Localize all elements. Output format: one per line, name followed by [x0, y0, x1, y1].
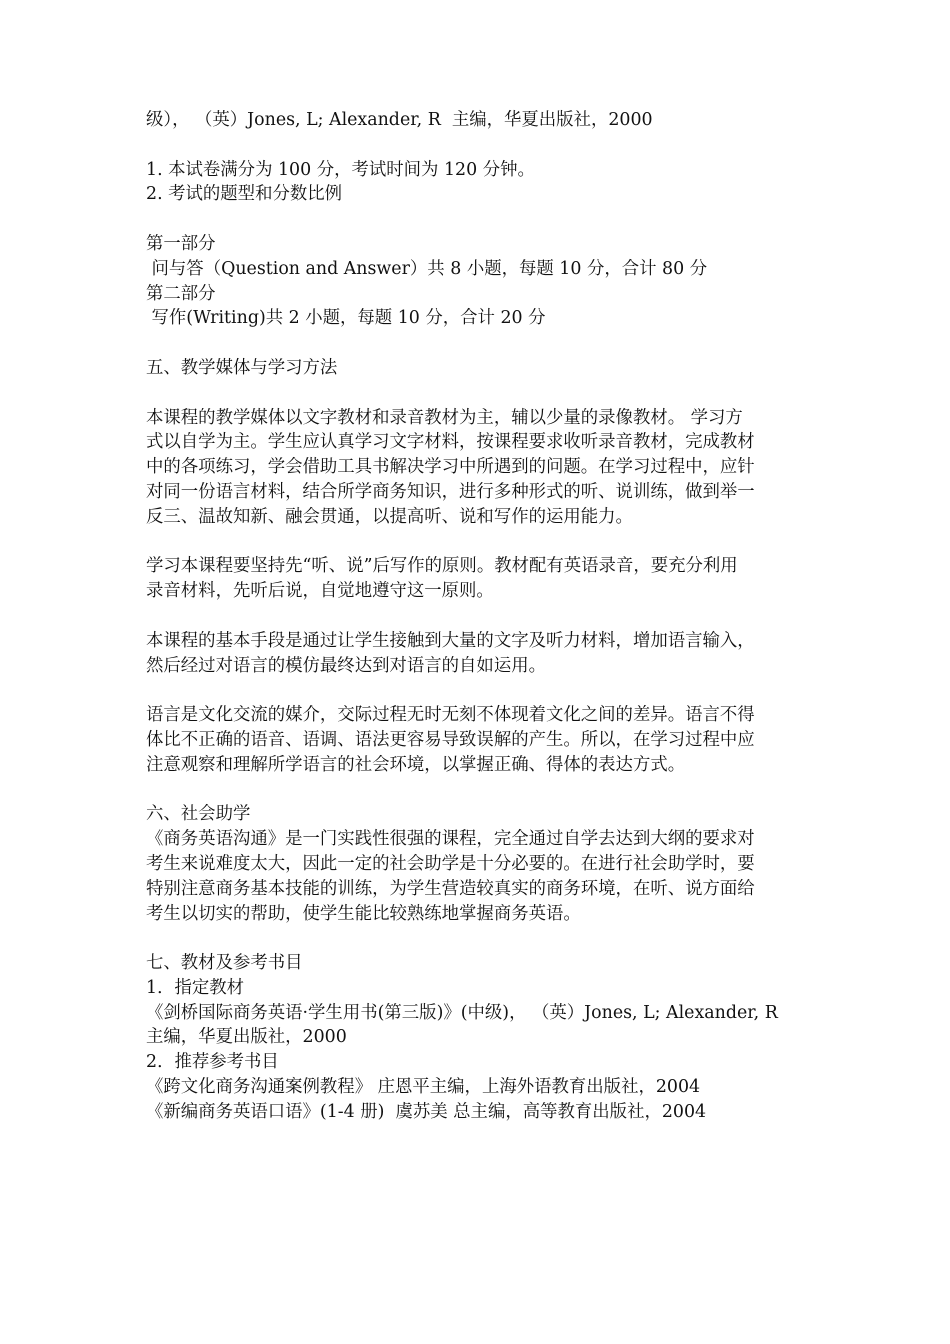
paragraph-line: 反三、温故知新、融会贯通，以提高听、说和写作的运用能力。 — [146, 506, 633, 527]
spacer — [146, 381, 810, 406]
paragraph-line: 特别注意商务基本技能的训练，为学生营造较真实的商务环境，在听、说方面给 — [146, 878, 755, 899]
spacer — [146, 678, 810, 703]
paragraph-line: 《商务英语沟通》是一门实践性很强的课程，完全通过自学去达到大纲的要求对 — [146, 829, 755, 850]
textbook-line-1: 《剑桥国际商务英语·学生用书(第三版)》(中级)， （英）Jones, L; Alexander, R — [146, 1002, 778, 1023]
reference-item-2: 《新编商务英语口语》(1-4 册) 虞苏美 总主编，高等教育出版社，2004 — [146, 1101, 707, 1122]
section5-heading: 五、教学媒体与学习方法 — [146, 357, 338, 378]
paragraph-line: 然后经过对语言的模仿最终达到对语言的自如运用。 — [146, 655, 546, 676]
section5-paragraph-4 — [146, 703, 810, 777]
paragraph-line: 本课程的基本手段是通过让学生接触到大量的文字及听力材料，增加语言输入， — [146, 630, 755, 651]
section5-paragraph-2 — [146, 554, 810, 604]
spacer — [146, 778, 810, 803]
paragraph-line: 对同一份语言材料，结合所学商务知识，进行多种形式的听、说训练，做到举一 — [146, 481, 755, 502]
part1-title: 第一部分 — [146, 233, 216, 254]
continued-reference-line: 级）， （英）Jones, L; Alexander, R 主编，华夏出版社，2000 — [146, 110, 653, 130]
section5-paragraph-1 — [146, 406, 810, 530]
exam-item-1: 1. 本试卷满分为 100 分，考试时间为 120 分钟。 — [146, 159, 535, 180]
section6-heading: 六、社会助学 — [146, 804, 251, 825]
spacer — [146, 331, 810, 356]
part1-description: 问与答（Question and Answer）共 8 小题，每题 10 分，合计 80 分 — [146, 258, 708, 279]
section6-paragraph-1 — [146, 827, 810, 926]
paragraph-line: 学习本课程要坚持先“听、说”后写作的原则。教材配有英语录音，要充分利用 — [146, 556, 738, 577]
section7-heading: 七、教材及参考书目 — [146, 953, 303, 974]
section5-paragraph-3 — [146, 629, 810, 679]
spacer — [146, 530, 810, 555]
designated-textbook-heading: 1．指定教材 — [146, 977, 245, 998]
paragraph-line: 本课程的教学媒体以文字教材和录音教材为主，辅以少量的录像教材。 学习方 — [146, 407, 743, 428]
spacer — [146, 133, 810, 158]
reference-item-1: 《跨文化商务沟通案例教程》 庄恩平主编，上海外语教育出版社，2004 — [146, 1077, 701, 1098]
paragraph-line: 中的各项练习，学会借助工具书解决学习中所遇到的问题。在学习过程中，应针 — [146, 457, 755, 478]
part2-description: 写作(Writing)共 2 小题，每题 10 分，合计 20 分 — [146, 308, 546, 329]
textbook-line-2: 主编，华夏出版社，2000 — [146, 1027, 347, 1048]
spacer — [146, 926, 810, 951]
paragraph-line: 考生以切实的帮助，使学生能比较熟练地掌握商务英语。 — [146, 903, 581, 924]
paragraph-line: 注意观察和理解所学语言的社会环境，以掌握正确、得体的表达方式。 — [146, 754, 686, 775]
paragraph-line: 录音材料，先听后说，自觉地遵守这一原则。 — [146, 581, 494, 602]
spacer — [146, 604, 810, 629]
spacer — [146, 207, 810, 232]
part2-title: 第二部分 — [146, 283, 216, 304]
paragraph-line: 考生来说难度太大，因此一定的社会助学是十分必要的。在进行社会助学时，要 — [146, 853, 755, 874]
paragraph-line: 语言是文化交流的媒介，交际过程无时无刻不体现着文化之间的差异。语言不得 — [146, 705, 755, 726]
paragraph-line: 式以自学为主。学生应认真学习文字材料，按课程要求收听录音教材，完成教材 — [146, 432, 755, 453]
paragraph-line: 体比不正确的语音、语调、语法更容易导致误解的产生。所以，在学习过程中应 — [146, 729, 755, 750]
document-page — [146, 108, 810, 1125]
recommended-references-heading: 2．推荐参考书目 — [146, 1052, 279, 1073]
exam-item-2: 2. 考试的题型和分数比例 — [146, 184, 343, 205]
